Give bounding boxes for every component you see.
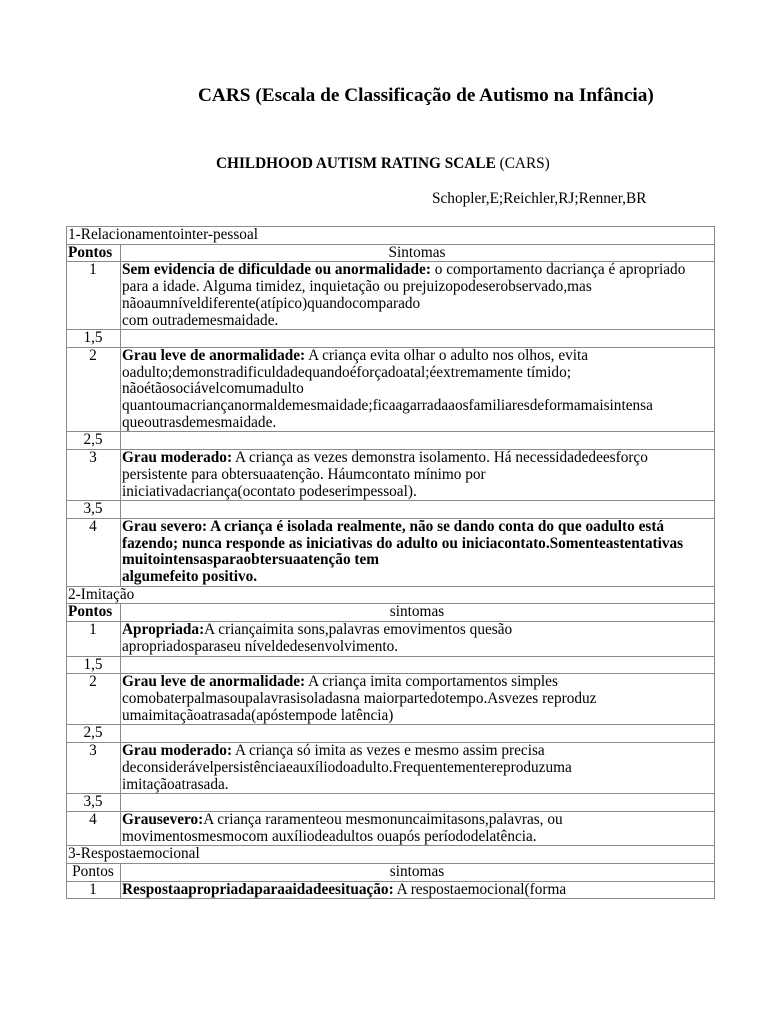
symptom-line <box>122 262 712 279</box>
symptom-text: A criança só imita as vezes e mesmo assim precisa <box>235 742 545 760</box>
section-heading-row <box>67 227 715 245</box>
section-heading-row <box>67 846 715 864</box>
score-row <box>67 622 715 656</box>
subtitle-acronym: (CARS) <box>499 155 550 172</box>
symptom-description <box>121 656 715 674</box>
score-value: 3 <box>67 450 121 501</box>
symptom-text: A criança imita comportamentos simples <box>308 673 558 691</box>
score-row <box>67 881 715 899</box>
symptom-description <box>121 262 715 330</box>
score-row <box>67 656 715 674</box>
severity-label: Sem evidencia de dificuldade ou anormalidade: <box>122 261 431 279</box>
score-value: 1 <box>67 881 121 899</box>
symptom-line <box>122 348 712 365</box>
symptom-description <box>121 811 715 845</box>
symptom-description <box>121 622 715 656</box>
symptom-line <box>122 882 712 899</box>
symptom-line: deconsiderávelpersistênciaeauxíliodoadulto.Frequentementereproduzuma <box>122 758 572 776</box>
symptom-text: A criançaimita sons,palavras emovimentos quesão <box>204 621 513 639</box>
column-header-symptoms: sintomas <box>121 864 715 882</box>
section-imitacao <box>67 586 715 846</box>
section-relacionamento <box>67 227 715 587</box>
score-value: 4 <box>67 518 121 586</box>
symptom-line: apropriadosparaseu níveldedesenvolvimento. <box>122 637 399 655</box>
score-value: 2,5 <box>67 432 121 450</box>
document-title: CARS (Escala de Classificação de Autismo na Infância) <box>198 85 654 106</box>
rating-scale-table <box>66 226 715 899</box>
symptom-line <box>122 674 712 691</box>
column-header-symptoms: sintomas <box>121 604 715 622</box>
score-row <box>67 330 715 348</box>
symptom-line: muitointensasparaobtersuaatenção tem <box>122 551 380 569</box>
symptom-description <box>121 347 715 432</box>
symptom-line <box>122 812 712 829</box>
score-row <box>67 811 715 845</box>
symptom-line <box>122 519 712 536</box>
symptom-line: queoutrasdemesmaidade. <box>122 413 277 431</box>
symptom-text: A criança evita olhar o adulto nos olhos, evita <box>308 347 589 364</box>
score-row <box>67 450 715 501</box>
symptom-description <box>121 674 715 725</box>
severity-label: Grau leve de anormalidade: <box>122 347 306 364</box>
symptom-line: fazendo; nunca responde as iniciativas do adulto ou iniciacontato.Somenteastentativas <box>122 534 684 552</box>
score-row <box>67 674 715 725</box>
section-resposta-emocional <box>67 846 715 899</box>
score-row <box>67 794 715 812</box>
symptom-line: imitaçãoatrasada. <box>122 775 229 793</box>
score-value: 3,5 <box>67 794 121 812</box>
symptom-line: para a idade. Alguma timidez, inquietação ou prejuizopodeserobservado,mas <box>122 278 592 296</box>
symptom-line: nãoaumníveldiferente(atípico)quandocomparado <box>122 294 421 312</box>
symptom-line <box>122 622 712 639</box>
section-heading: 1-Relacionamentointer-pessoal <box>67 227 715 245</box>
section-heading: 2-Imitação <box>67 586 715 604</box>
column-header-score: Pontos <box>67 244 121 262</box>
symptom-description <box>121 432 715 450</box>
symptom-line: algumefeito positivo. <box>122 568 258 586</box>
subtitle-scale-name: CHILDHOOD AUTISM RATING SCALE <box>216 155 496 172</box>
section-heading-row <box>67 586 715 604</box>
authors-line: Schopler,E;Reichler,RJ;Renner,BR <box>432 190 647 207</box>
symptom-description <box>121 518 715 586</box>
severity-label: Grausevero: <box>122 811 204 828</box>
symptom-line <box>122 743 712 760</box>
symptom-description <box>121 881 715 899</box>
symptom-line: movimentosmesmocom auxíliodeadultos ouapós períododelatência. <box>122 827 537 845</box>
symptom-line: nãoétãosociávelcomumadulto <box>122 380 304 398</box>
symptom-description <box>121 330 715 348</box>
severity-label: Respostaapropriadaparaaidadeesituação: <box>122 881 394 898</box>
column-header-row <box>67 864 715 882</box>
score-value: 1,5 <box>67 330 121 348</box>
score-value: 4 <box>67 811 121 845</box>
score-value: 1,5 <box>67 656 121 674</box>
severity-label: Grau severo: <box>122 518 208 535</box>
document-subtitle <box>216 155 550 173</box>
column-header-symptoms: Sintomas <box>121 244 715 262</box>
severity-label: Apropriada: <box>122 621 205 639</box>
symptom-line: com outrademesmaidade. <box>122 311 279 329</box>
symptom-line <box>122 450 712 467</box>
symptom-description <box>121 501 715 519</box>
score-value: 2 <box>67 347 121 432</box>
severity-label: Grau moderado: <box>122 449 233 467</box>
score-row <box>67 347 715 432</box>
score-value: 2 <box>67 674 121 725</box>
score-row <box>67 518 715 586</box>
column-header-score: Pontos <box>67 864 121 882</box>
section-heading: 3-Respostaemocional <box>67 846 715 864</box>
score-row <box>67 725 715 743</box>
column-header-row <box>67 604 715 622</box>
score-row <box>67 432 715 450</box>
symptom-line: comobaterpalmasoupalavrasisoladasna maiorpartedotempo.Asvezes reproduz <box>122 689 597 707</box>
score-row <box>67 501 715 519</box>
symptom-description <box>121 743 715 794</box>
column-header-row <box>67 244 715 262</box>
symptom-line: oadulto;demonstradificuldadequandoéforçadoatal;éextremamente tímido; <box>122 363 571 381</box>
score-value: 1 <box>67 622 121 656</box>
symptom-line: persistente para obtersuaatenção. Háumcontato mínimo por <box>122 465 486 483</box>
score-row <box>67 262 715 330</box>
symptom-description <box>121 450 715 501</box>
symptom-line: quantoumacriançanormaldemesmaidade;ficaagarradaaosfamiliaresdeformamaisintensa <box>122 397 653 415</box>
severity-label: Grau moderado: <box>122 742 233 760</box>
symptom-text: A criança as vezes demonstra isolamento. Há necessidadedeesforço <box>235 449 648 467</box>
symptom-description <box>121 725 715 743</box>
symptom-text: A criança raramenteou mesmonuncaimitasons,palavras, ou <box>203 811 563 828</box>
score-value: 3 <box>67 743 121 794</box>
score-row <box>67 743 715 794</box>
score-value: 3,5 <box>67 501 121 519</box>
symptom-line: umaimitaçãoatrasada(apóstempode latência) <box>122 706 394 724</box>
score-value: 1 <box>67 262 121 330</box>
column-header-score: Pontos <box>67 604 121 622</box>
symptom-description <box>121 794 715 812</box>
symptom-text: o comportamento dacriança é apropriado <box>434 261 686 279</box>
symptom-text: A criança é isolada realmente, não se dando conta do que oadulto está <box>210 518 665 535</box>
symptom-text: A respostaemocional(forma <box>396 881 567 898</box>
severity-label: Grau leve de anormalidade: <box>122 673 306 691</box>
symptom-line: iniciativadacriança(ocontato podeserimpessoal). <box>122 482 417 500</box>
score-value: 2,5 <box>67 725 121 743</box>
